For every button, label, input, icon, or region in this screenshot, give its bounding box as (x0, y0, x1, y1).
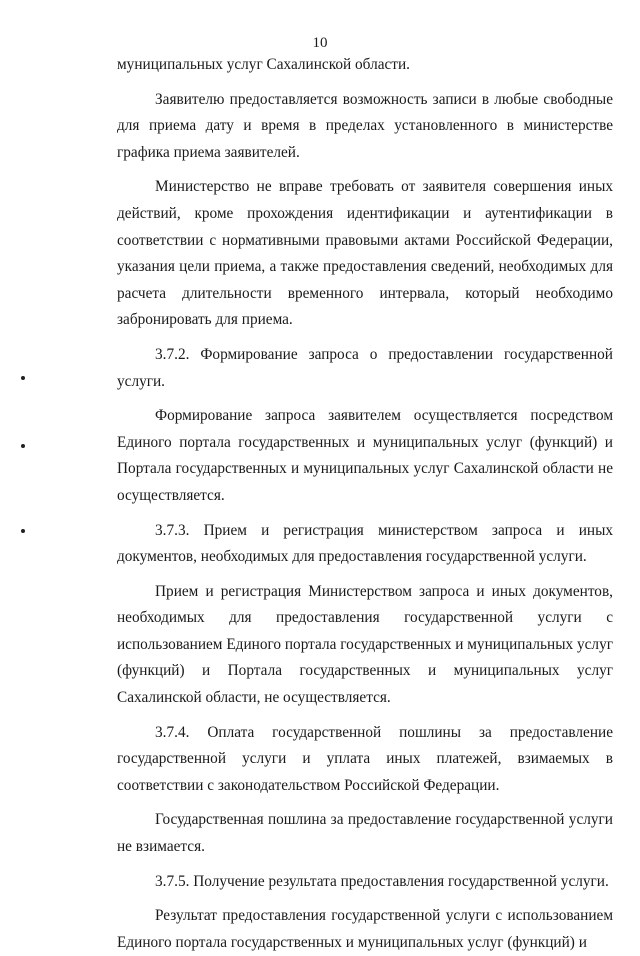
paragraph-request-formation: Формирование запроса заявителем осуществляется посредством Единого портала государственных и муниципальных услуг (функций) и Портала государственных и муниципальных услуг Сахалинской области не осуществляется. (117, 407, 613, 504)
document-body (117, 52, 613, 956)
section-heading-3-7-5: 3.7.5. Получение результата предоставления государственной услуги. (155, 872, 609, 890)
paragraph-state-fee: Государственная пошлина за предоставление государственной услуги не взимается. (117, 811, 613, 856)
paragraph-appointment-booking: Заявителю предоставляется возможность записи в любые свободные для приема дату и время в пределах установленного в министерстве графика приема заявителей. (117, 90, 613, 161)
paragraph-ministry-restrictions: Министерство не вправе требовать от заявителя совершения иных действий, кроме прохождения идентификации и аутентификации в соответствии с нормативными правовыми актами Российской Федерации, указания цели приема, а также предоставления сведений, необходимых для расчета длительности временного интервала, который необходимо забронировать для приема. (117, 178, 613, 329)
page-number: 10 (312, 35, 328, 51)
margin-dot-mark (21, 529, 25, 533)
margin-dot-mark (21, 376, 25, 380)
section-heading-3-7-3: 3.7.3. Прием и регистрация министерством запроса и иных документов, необходимых для предоставления государственной услуги. (117, 521, 613, 566)
margin-dot-mark (21, 444, 25, 448)
paragraph-continuation: муниципальных услуг Сахалинской области. (117, 56, 410, 73)
paragraph-request-registration: Прием и регистрация Министерством запроса и иных документов, необходимых для предоставления государственной услуги с использованием Единого портала государственных и муниципальных услуг (функций) и Портала государственных и муниципальных услуг Сахалинской области, не осуществляется. (117, 582, 613, 707)
paragraph-result-receipt: Результат предоставления государственной услуги с использованием Единого портала государственных и муниципальных услуг (функций) и (117, 907, 613, 951)
section-heading-3-7-2: 3.7.2. Формирование запроса о предоставлении государственной услуги. (117, 345, 613, 390)
section-heading-3-7-4: 3.7.4. Оплата государственной пошлины за предоставление государственной услуги и уплата иных платежей, взимаемых в соответствии с законодательством Российской Федерации. (117, 723, 613, 794)
